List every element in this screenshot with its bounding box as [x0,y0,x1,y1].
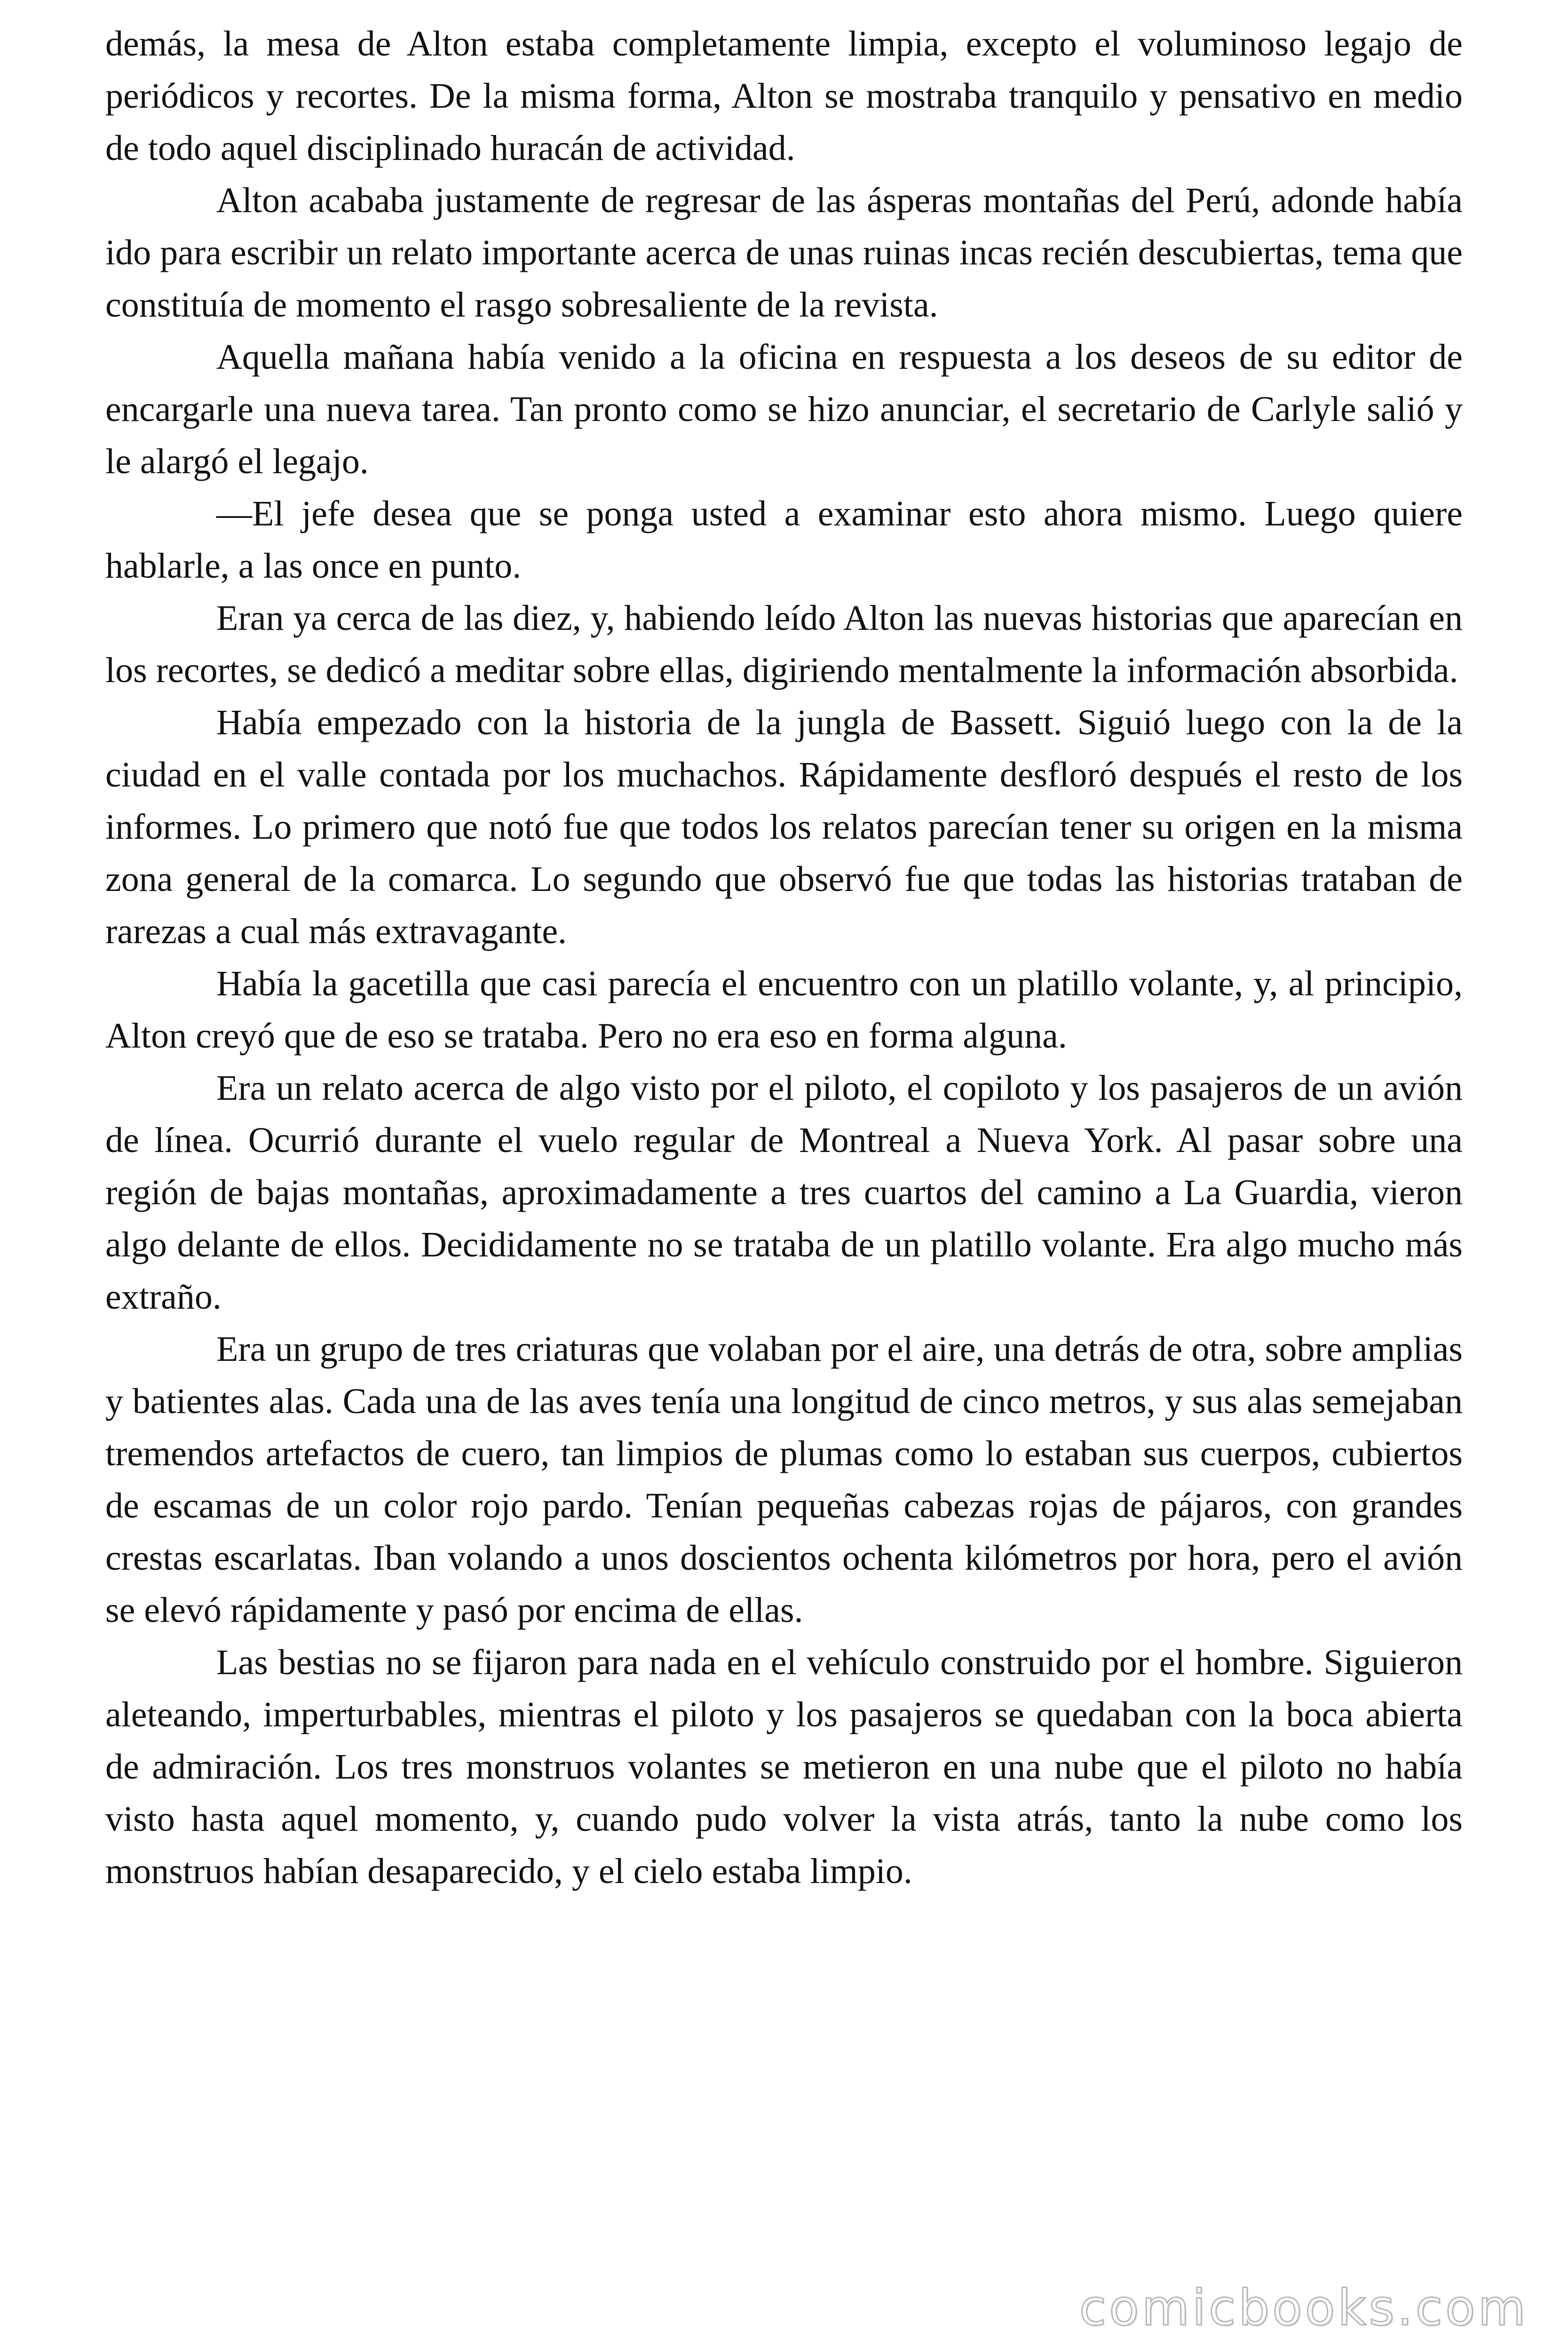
page-body [105,18,1463,1898]
watermark: comicbooks.com [1079,2279,1528,2336]
paragraph: Las bestias no se fijaron para nada en el vehículo construido por el hombre. Siguieron aleteando, imperturbables, mientras el piloto y los pasajeros se quedaban con la boca abierta de admiración. Los tres monstruos volantes se metieron en una nube que el piloto no había visto hasta aquel momento, y, cuando pudo volver la vista atrás, tanto la nube como los monstruos habían desaparecido, y el cielo estaba limpio. [105,1643,1463,1891]
paragraph: Eran ya cerca de las diez, y, habiendo leído Alton las nuevas historias que aparecían en los recortes, se dedicó a meditar sobre ellas, digiriendo mentalmente la información absorbida. [105,598,1463,690]
paragraph: Era un grupo de tres criaturas que volaban por el aire, una detrás de otra, sobre amplias y batientes alas. Cada una de las aves tenía una longitud de cinco metros, y sus alas semejaban tremendos artefactos de cuero, tan limpios de plumas como lo estaban sus cuerpos, cubiertos de escamas de un color rojo pardo. Tenían pequeñas cabezas rojas de pájaros, con grandes crestas escarlatas. Iban volando a unos doscientos ochenta kilómetros por hora, pero el avión se elevó rápidamente y pasó por encima de ellas. [105,1329,1463,1630]
paragraph: Era un relato acerca de algo visto por el piloto, el copiloto y los pasajeros de un avión de línea. Ocurrió durante el vuelo regular de Montreal a Nueva York. Al pasar sobre una región de bajas montañas, aproximadamente a tres cuartos del camino a La Guardia, vieron algo delante de ellos. Decididamente no se trataba de un platillo volante. Era algo mucho más extraño. [105,1068,1463,1317]
paragraph-continuation: demás, la mesa de Alton estaba completamente limpia, excepto el voluminoso legajo de periódicos y recortes. De la misma forma, Alton se mostraba tranquilo y pensativo en medio de todo aquel disciplinado huracán de actividad. [105,24,1463,168]
paragraph: Alton acababa justamente de regresar de las ásperas montañas del Perú, adonde había ido para escribir un relato importante acerca de unas ruinas incas recién descubiertas, tema que constituía de momento el rasgo sobresaliente de la revista. [105,181,1463,325]
paragraph-dialogue: —El jefe desea que se ponga usted a examinar esto ahora mismo. Luego quiere hablarle, a las once en punto. [105,494,1463,586]
paragraph: Había la gacetilla que casi parecía el encuentro con un platillo volante, y, al principio, Alton creyó que de eso se trataba. Pero no era eso en forma alguna. [105,964,1463,1056]
paragraph: Había empezado con la historia de la jungla de Bassett. Siguió luego con la de la ciudad en el valle contada por los muchachos. Rápidamente desfloró después el resto de los informes. Lo primero que notó fue que todos los relatos parecían tener su origen en la misma zona general de la comarca. Lo segundo que observó fue que todas las historias trataban de rarezas a cual más extravagante. [105,703,1463,951]
paragraph: Aquella mañana había venido a la oficina en respuesta a los deseos de su editor de encargarle una nueva tarea. Tan pronto como se hizo anunciar, el secretario de Carlyle salió y le alargó el legajo. [105,337,1463,481]
